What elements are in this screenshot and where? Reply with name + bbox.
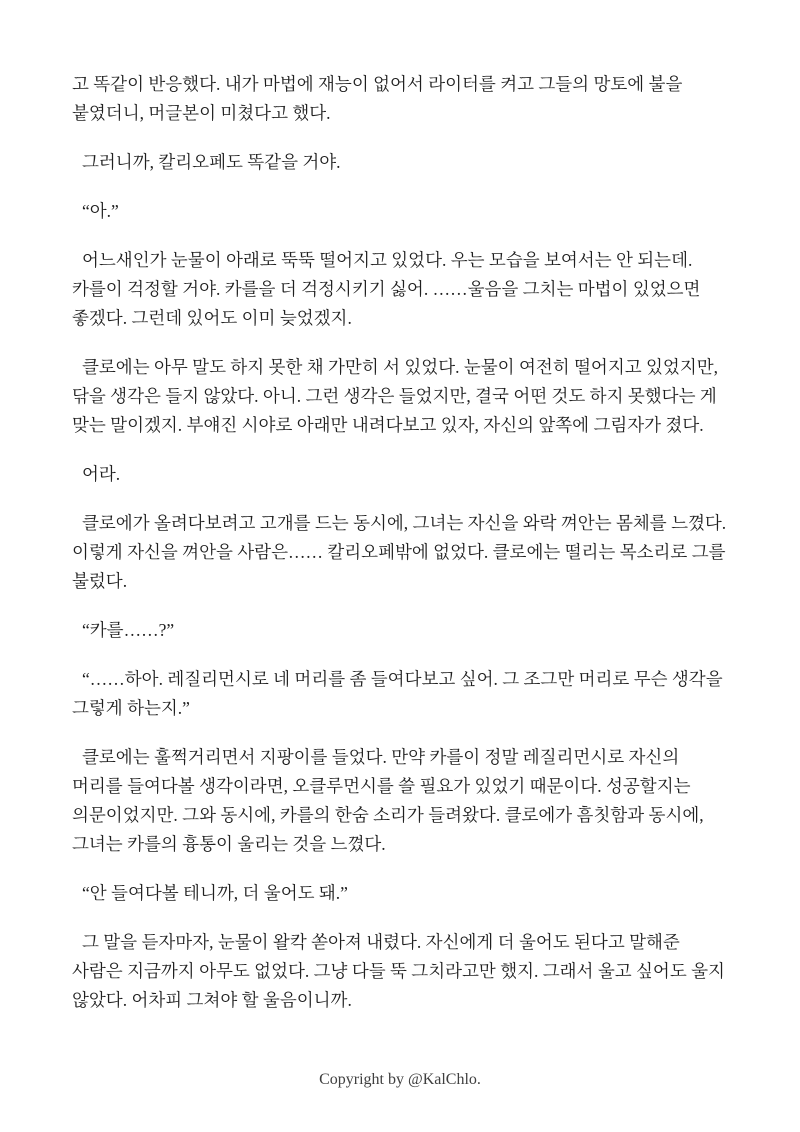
paragraph: 클로에가 올려다보려고 고개를 드는 동시에, 그녀는 자신을 와락 껴안는 몸체를 느꼈다. 이렇게 자신을 껴안을 사람은…… 칼리오페밖에 없었다. 클로에는 떨리는 목소리로 그를 불렀다.	[72, 513, 727, 591]
paragraph: 그 말을 듣자마자, 눈물이 왈칵 쏟아져 내렸다. 자신에게 더 울어도 된다고 말해준 사람은 지금까지 아무도 없었다. 그냥 다들 뚝 그치라고만 했지. 그래서 울고 싶어도 울지 않았다. 어차피 그쳐야 할 울음이니까.	[72, 932, 725, 1010]
paragraph: 그러니까, 칼리오페도 똑같을 거야.	[82, 152, 341, 172]
novel-text-body	[72, 70, 732, 1035]
copyright-footer: Copyright by @KalChlo.	[319, 1071, 481, 1088]
paragraph: 어라.	[82, 464, 121, 484]
paragraph: “……하아. 레질리먼시로 네 머리를 좀 들여다보고 싶어. 그 조그만 머리로 무슨 생각을 그렇게 하는지.”	[72, 669, 723, 718]
paragraph: 클로에는 훌쩍거리면서 지팡이를 들었다. 만약 카를이 정말 레질리먼시로 자신의 머리를 들여다볼 생각이라면, 오클루먼시를 쓸 필요가 있었기 때문이다. 성공할지는 의문이었지만. 그와 동시에, 카를의 한숨 소리가 들려왔다. 클로에가 흠칫함과 동시에, 그녀는 카를의 흉통이 울리는 것을 느꼈다.	[72, 747, 704, 854]
paragraph: 고 똑같이 반응했다. 내가 마법에 재능이 없어서 라이터를 켜고 그들의 망토에 불을 붙였더니, 머글본이 미쳤다고 했다.	[72, 74, 683, 123]
paragraph: 클로에는 아무 말도 하지 못한 채 가만히 서 있었다. 눈물이 여전히 떨어지고 있었지만, 닦을 생각은 들지 않았다. 아니. 그런 생각은 들었지만, 결국 어떤 것도 하지 못했다는 게 맞는 말이겠지. 부얘진 시야로 아래만 내려다보고 있자, 자신의 앞쪽에 그림자가 졌다.	[72, 357, 719, 435]
paragraph: “안 들여다볼 테니까, 더 울어도 돼.”	[82, 883, 348, 903]
paragraph: “아.”	[82, 201, 119, 221]
paragraph: 어느새인가 눈물이 아래로 뚝뚝 떨어지고 있었다. 우는 모습을 보여서는 안 되는데. 카를이 걱정할 거야. 카를을 더 걱정시키기 싫어. ……울음을 그치는 마법이 있었으면 좋겠다. 그런데 있어도 이미 늦었겠지.	[72, 250, 701, 328]
paragraph: “카를……?”	[82, 620, 175, 640]
